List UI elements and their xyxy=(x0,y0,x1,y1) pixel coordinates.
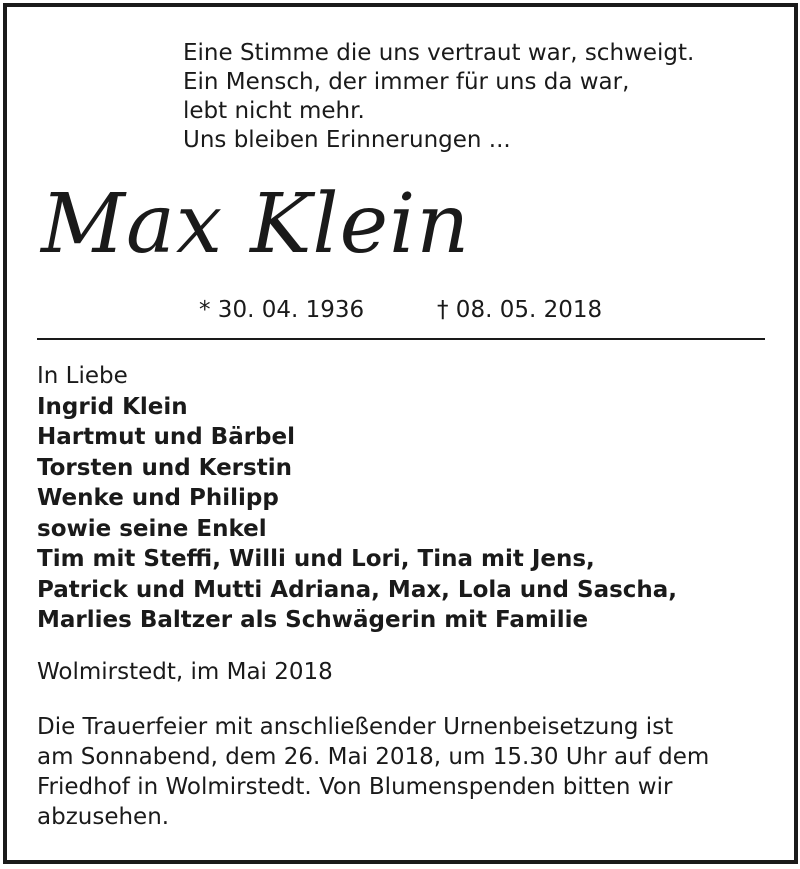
birth-date: * 30. 04. 1936 xyxy=(199,297,365,323)
funeral-line: Die Trauerfeier mit anschließender Urnenbeisetzung ist xyxy=(37,714,674,740)
quote-line: lebt nicht mehr. xyxy=(183,98,365,124)
mourner-line: Tim mit Steffi, Willi und Lori, Tina mit Jens, xyxy=(37,546,595,572)
mourner-line: Hartmut und Bärbel xyxy=(37,424,296,450)
funeral-line: am Sonnabend, dem 26. Mai 2018, um 15.30 Uhr auf dem xyxy=(37,744,710,770)
funeral-details xyxy=(37,712,709,832)
mourner-line: sowie seine Enkel xyxy=(37,515,267,542)
mourner-line: Wenke und Philipp xyxy=(37,485,279,511)
death-date: † 08. 05. 2018 xyxy=(437,297,603,323)
quote-line: Ein Mensch, der immer für uns da war, xyxy=(183,69,630,95)
mourner-line: Patrick und Mutti Adriana, Max, Lola und Sascha, xyxy=(37,576,678,603)
funeral-line: abzusehen. xyxy=(37,804,170,830)
funeral-line: Friedhof in Wolmirstedt. Von Blumenspenden bitten wir xyxy=(37,774,673,800)
memorial-quote xyxy=(183,39,694,155)
mourner-line: Marlies Baltzer als Schwägerin mit Familie xyxy=(37,607,589,633)
mourners-list xyxy=(37,361,677,636)
quote-line: Eine Stimme die uns vertraut war, schweigt. xyxy=(183,40,695,66)
mourner-line: Torsten und Kerstin xyxy=(37,454,292,481)
place-date: Wolmirstedt, im Mai 2018 xyxy=(37,659,333,685)
mourner-line: Ingrid Klein xyxy=(37,393,188,420)
obituary-notice xyxy=(3,3,798,864)
deceased-name: Max Klein xyxy=(41,177,471,272)
intro-text: In Liebe xyxy=(37,363,128,389)
divider xyxy=(37,338,765,340)
quote-line: Uns bleiben Erinnerungen ... xyxy=(183,127,511,153)
